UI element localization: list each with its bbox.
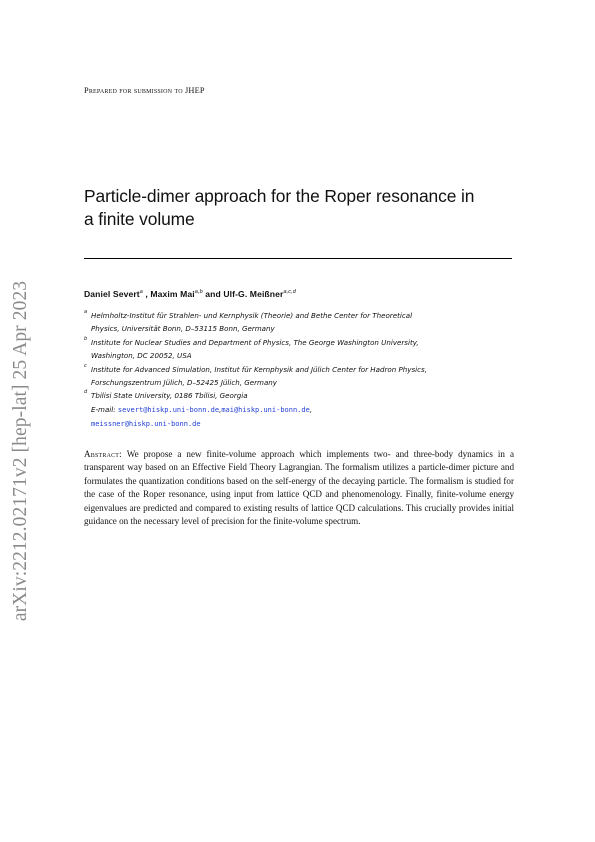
affiliation-line: Physics, Universität Bonn, D–53115 Bonn, Germany bbox=[91, 324, 275, 334]
affiliation-line: Helmholtz-Institut für Strahlen- und Kernphysik (Theorie) and Bethe Center for Theoretical bbox=[91, 311, 413, 320]
author-conjunction: and bbox=[205, 289, 221, 299]
abstract-label: Abstract: bbox=[84, 449, 122, 459]
affiliation-item bbox=[84, 389, 516, 402]
email-label: E-mail: bbox=[91, 404, 116, 414]
affiliation-line: Tbilisi State University, 0186 Tbilisi, Georgia bbox=[91, 391, 248, 401]
affiliation-mark: c bbox=[84, 362, 87, 369]
affiliation-line: Institute for Advanced Simulation, Institut für Kernphysik and Jülich Center for Hadron Physics, bbox=[91, 364, 427, 374]
affiliations bbox=[84, 309, 516, 432]
abstract-text: We propose a new finite-volume approach which implements two- and three-body dynamics in a transparent way based on an Effective Field Theory Lagrangian. The formalism utilizes a particle-dimer picture and formulates the quantization conditions based on the self-energy of the decaying particle. The formalism is studied for the case of the Roper resonance, using input from lattice QCD and phenomenology. Finally, finite-volume energy eigenvalues are predicted and compared to existing results of lattice QCD calculations. This crucially provides initial guidance on the necessary level of precision for the finite-volume spectrum. bbox=[84, 449, 514, 527]
affiliation-item bbox=[84, 309, 516, 336]
affiliation-mark: d bbox=[84, 389, 88, 396]
affiliation-mark: b bbox=[84, 335, 88, 342]
author-name: Daniel Severt bbox=[84, 289, 140, 299]
author-affil-mark: a,c,d bbox=[283, 289, 296, 295]
email-block: E-mail: severt@hiskp.uni-bonn.de,mai@hiskp.uni-bonn.de, meissner@hiskp.uni-bonn.de bbox=[91, 404, 313, 429]
affiliation-line: Washington, DC 20052, USA bbox=[91, 351, 192, 361]
author-list: Daniel Severt$^a$ , Maxim Mai$^{a,b}$ and Ulf-G. Meißner$^{a,c,d}$ bbox=[84, 289, 296, 299]
email-link[interactable]: mai@hiskp.uni-bonn.de bbox=[221, 405, 310, 414]
paper-title bbox=[84, 185, 514, 231]
title-line-2: a finite volume bbox=[84, 209, 195, 229]
author-name: Maxim Mai bbox=[150, 289, 195, 299]
affiliation-line: Institute for Nuclear Studies and Department of Physics, The George Washington University, bbox=[91, 337, 419, 347]
author-name: Ulf-G. Meißner bbox=[223, 289, 284, 299]
email-link[interactable]: meissner@hiskp.uni-bonn.de bbox=[91, 420, 201, 429]
email-link[interactable]: severt@hiskp.uni-bonn.de bbox=[117, 405, 220, 414]
affiliation-item bbox=[84, 336, 516, 363]
arxiv-stamp bbox=[8, 262, 34, 640]
arxiv-id: arXiv:2212.02171v2 [hep-lat] 25 Apr 2023 bbox=[10, 280, 32, 622]
submission-note: Prepared for submission to JHEP bbox=[84, 86, 205, 95]
author-affil-mark: a,b bbox=[194, 289, 203, 295]
title-line-1: Particle-dimer approach for the Roper resonance in bbox=[84, 186, 475, 206]
affiliation-item bbox=[84, 363, 516, 390]
title-rule bbox=[84, 258, 512, 259]
affiliation-line: Forschungszentrum Jülich, D–52425 Jülich, Germany bbox=[91, 378, 277, 388]
affiliation-mark: a bbox=[84, 309, 88, 315]
abstract bbox=[84, 448, 514, 528]
author-affil-mark: a bbox=[139, 289, 143, 295]
